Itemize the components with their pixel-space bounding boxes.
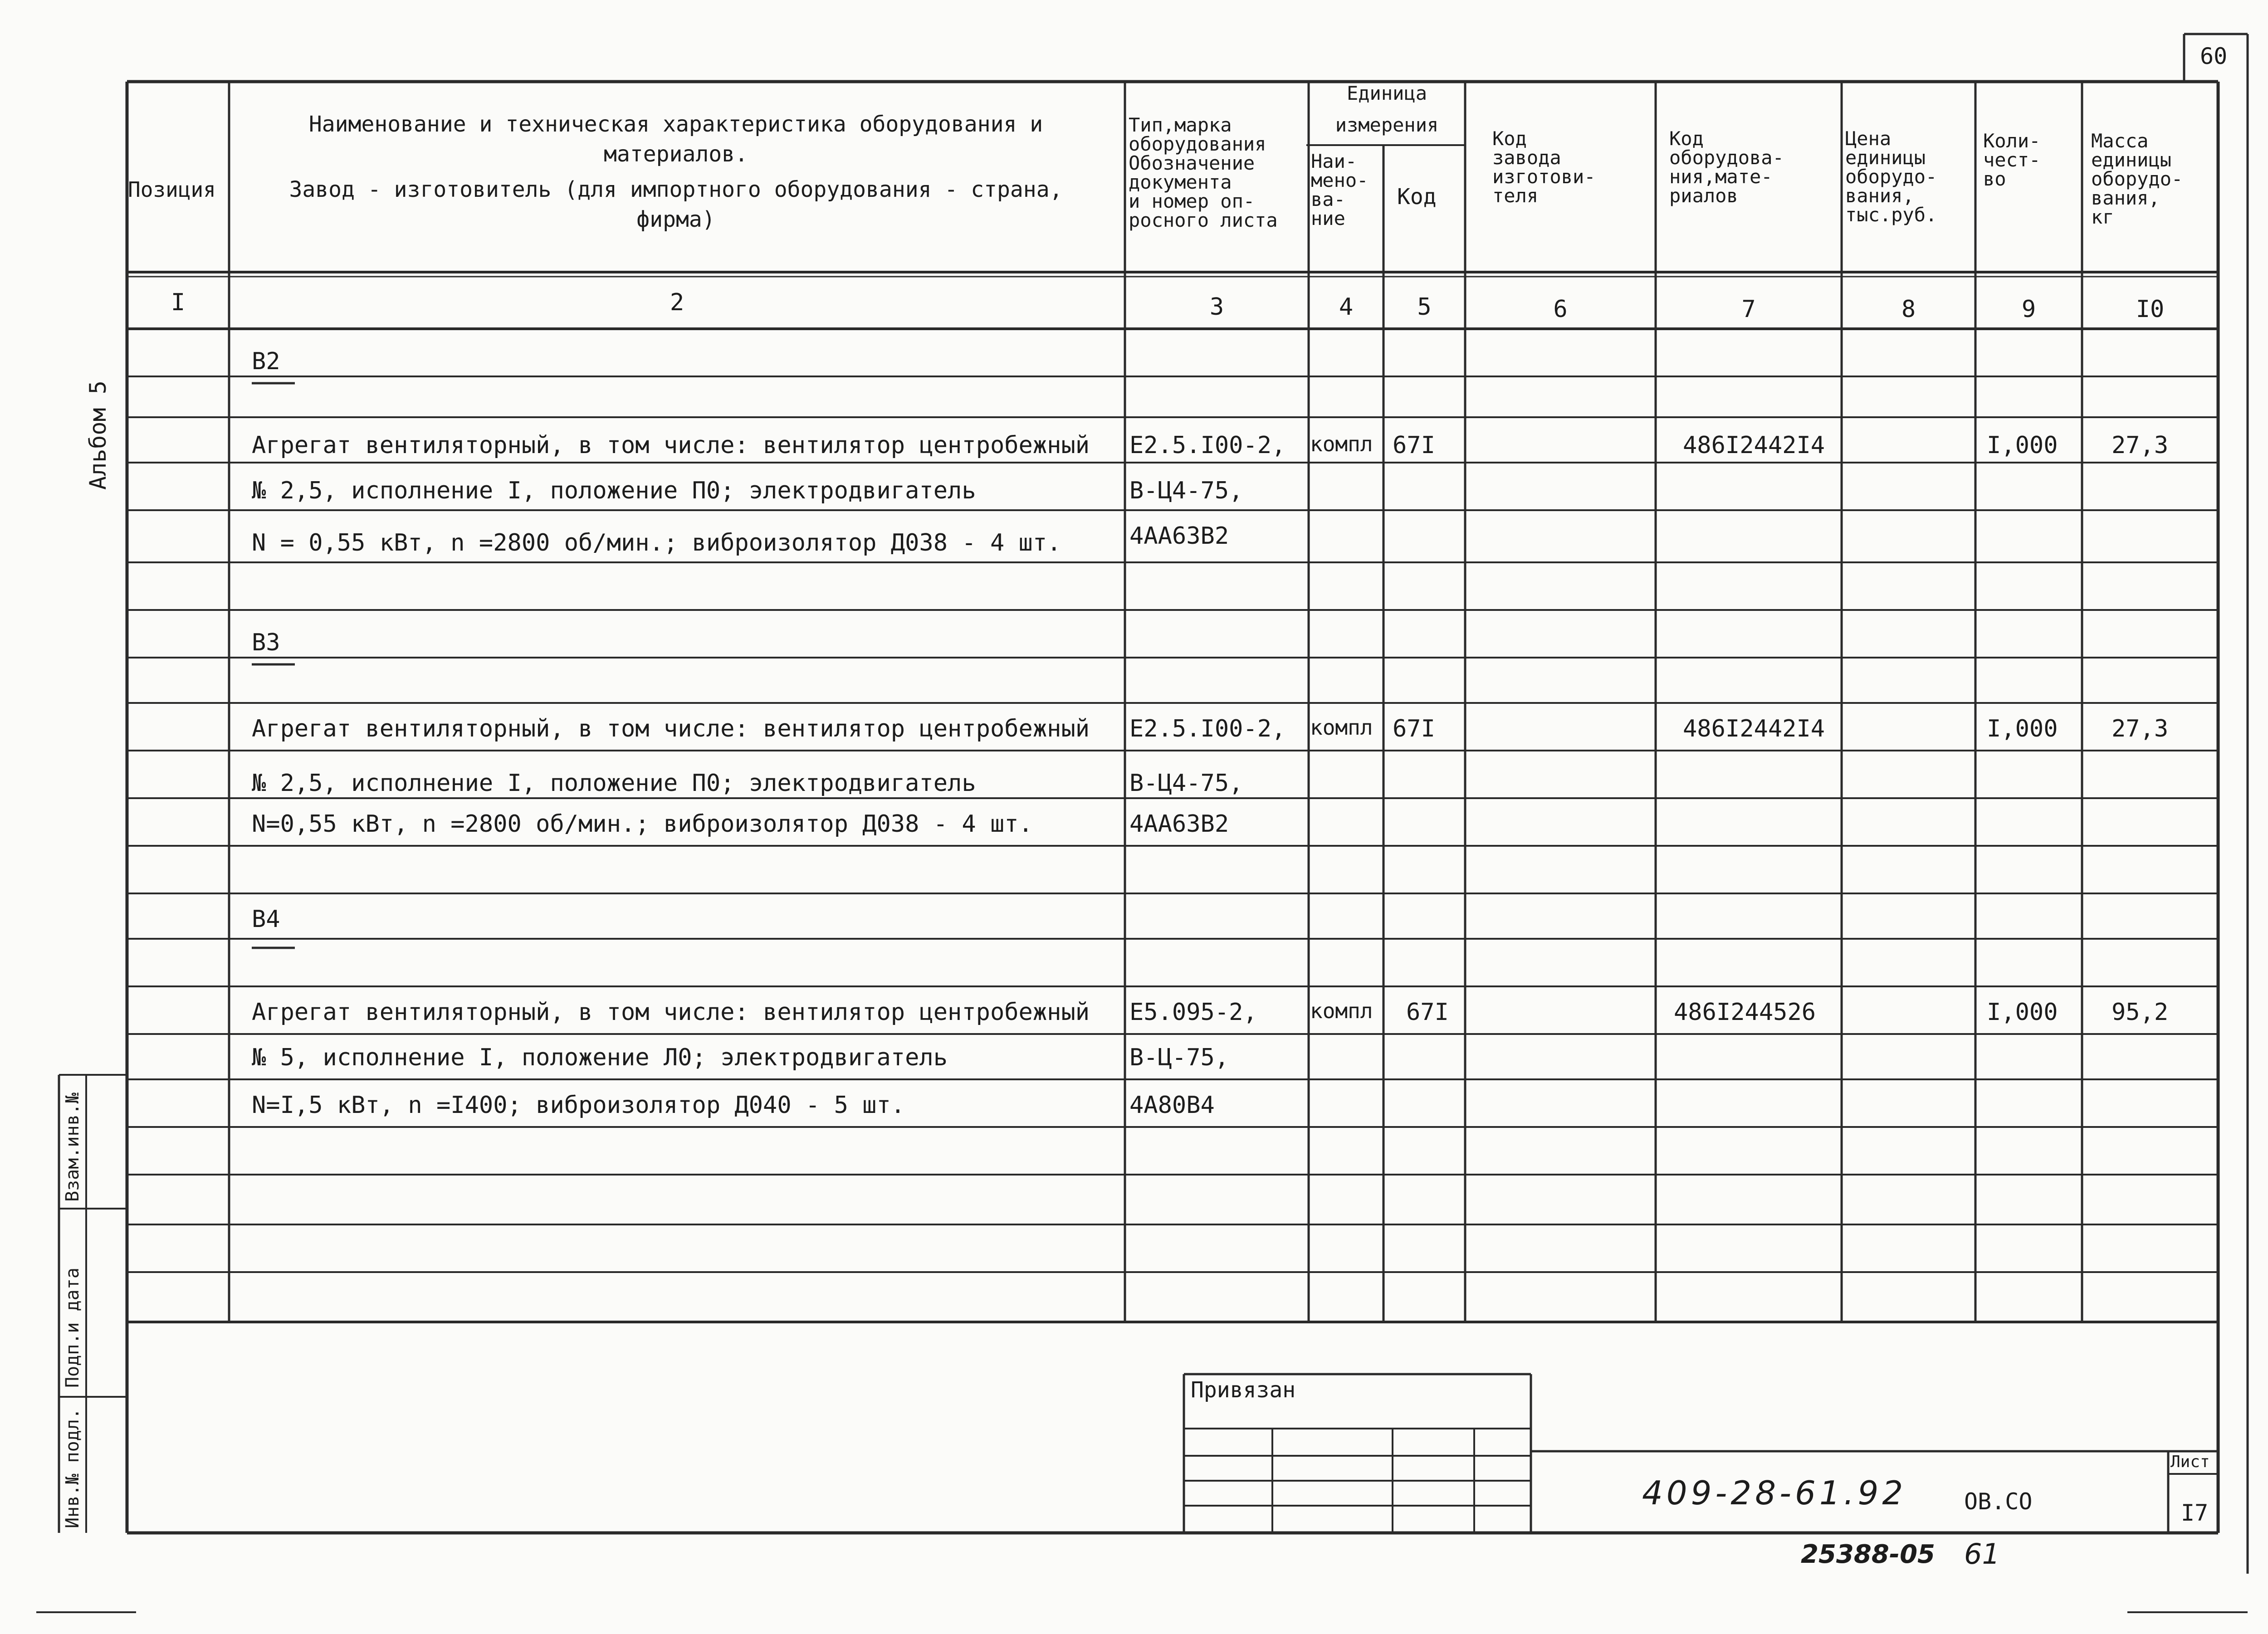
item-type-line: B-Ц-75, bbox=[1129, 1044, 1229, 1071]
header-price-line: оборудо- bbox=[1845, 166, 1937, 188]
item-type-line: E5.095-2, bbox=[1129, 999, 1257, 1026]
group-label: B4 bbox=[252, 906, 280, 933]
column-number: 2 bbox=[670, 289, 684, 316]
side-label-replace-inv: Взам.инв.№ bbox=[62, 1093, 83, 1202]
header-unit-name-line: мено- bbox=[1311, 169, 1369, 191]
header-equipment-code-line: риалов bbox=[1669, 185, 1738, 207]
header-mass bbox=[2091, 132, 2183, 227]
header-type-line: оборудования bbox=[1129, 133, 1266, 155]
item-equipment-code: 486I244526 bbox=[1674, 999, 1816, 1026]
item-type-line: E2.5.I00-2, bbox=[1129, 715, 1286, 742]
header-price-line: единицы bbox=[1845, 146, 1926, 169]
page-number: 60 bbox=[2200, 43, 2228, 69]
item-type-line: 4AA63B2 bbox=[1129, 810, 1229, 838]
column-number: 9 bbox=[2021, 296, 2036, 323]
item-unit: компл bbox=[1310, 999, 1373, 1023]
header-unit-title-line: измерения bbox=[1335, 114, 1439, 136]
header-name-line: материалов. bbox=[604, 141, 748, 167]
side-label-sign-date: Подп.и дата bbox=[62, 1268, 83, 1388]
header-mass-line: Масса bbox=[2091, 130, 2149, 152]
item-equipment-code: 486I2442I4 bbox=[1683, 432, 1825, 459]
header-mass-line: вания, bbox=[2091, 187, 2160, 209]
header-equipment-code-line: оборудова- bbox=[1669, 146, 1784, 169]
column-number: 6 bbox=[1553, 296, 1568, 323]
header-mass-line: кг bbox=[2091, 206, 2114, 228]
column-number: 3 bbox=[1209, 293, 1224, 321]
item-quantity: I,000 bbox=[1987, 999, 2058, 1026]
document-number: 409-28-61.92 bbox=[1642, 1474, 1907, 1512]
item-mass: 95,2 bbox=[2112, 999, 2169, 1026]
header-type-line: документа bbox=[1129, 171, 1232, 193]
item-unit-code: 67I bbox=[1406, 999, 1449, 1026]
column-number: 8 bbox=[1901, 296, 1916, 323]
header-price-line: Цена bbox=[1845, 127, 1892, 150]
header-mass-line: единицы bbox=[2091, 149, 2172, 171]
header-quantity-line: чест- bbox=[1983, 149, 2041, 171]
header-position: Позиция bbox=[128, 177, 216, 202]
item-unit-code: 67I bbox=[1393, 432, 1435, 459]
header-factory-code-line: изготови- bbox=[1492, 166, 1596, 188]
header-equipment-code-line: ния,мате- bbox=[1669, 166, 1773, 188]
item-type-line: B-Ц4-75, bbox=[1129, 770, 1243, 797]
item-mass: 27,3 bbox=[2112, 715, 2169, 742]
header-quantity-line: во bbox=[1983, 168, 2006, 190]
column-number: 4 bbox=[1339, 293, 1354, 321]
attached-label: Привязан bbox=[1191, 1377, 1296, 1403]
column-number: I0 bbox=[2136, 296, 2165, 323]
header-unit-name-line: Наи- bbox=[1311, 150, 1357, 172]
header-type-line: Тип,марка bbox=[1129, 114, 1232, 136]
header-quantity bbox=[1983, 132, 2040, 189]
item-description-line: Агрегат вентиляторный, в том числе: вентилятор центробежный bbox=[252, 432, 1090, 459]
item-equipment-code: 486I2442I4 bbox=[1683, 715, 1825, 742]
header-unit-code: Код bbox=[1397, 184, 1437, 210]
document-suffix: ОВ.СО bbox=[1964, 1488, 2033, 1515]
header-factory-code bbox=[1492, 129, 1596, 205]
header-unit-name bbox=[1311, 152, 1368, 228]
header-factory-code-line: теля bbox=[1492, 185, 1539, 207]
header-type-line: и номер оп- bbox=[1129, 190, 1255, 212]
item-description-line: № 2,5, исполнение I, положение П0; электродвигатель bbox=[252, 477, 976, 504]
header-name bbox=[236, 113, 1116, 230]
header-equipment-code-line: Код bbox=[1669, 127, 1704, 150]
item-unit: компл bbox=[1310, 715, 1373, 740]
item-quantity: I,000 bbox=[1987, 715, 2058, 742]
archive-page: 61 bbox=[1964, 1537, 2000, 1571]
header-price-line: тыс.руб. bbox=[1845, 204, 1937, 226]
header-factory-code-line: Код bbox=[1492, 127, 1527, 150]
item-mass: 27,3 bbox=[2112, 432, 2169, 459]
header-name-line: Наименование и техническая характеристика оборудования и bbox=[308, 112, 1043, 137]
header-type-line: росного листа bbox=[1129, 209, 1278, 231]
item-type-line: 4A80B4 bbox=[1129, 1092, 1215, 1119]
group-label: B2 bbox=[252, 348, 280, 375]
header-equipment-code bbox=[1669, 129, 1784, 205]
header-type bbox=[1129, 116, 1278, 230]
side-label-inv-original: Инв.№ подл. bbox=[62, 1408, 83, 1528]
header-type-line: Обозначение bbox=[1129, 152, 1255, 174]
header-name-line: фирма) bbox=[636, 207, 715, 232]
column-number: I bbox=[171, 289, 186, 316]
item-type-line: E2.5.I00-2, bbox=[1129, 432, 1286, 459]
sheet-number: I7 bbox=[2181, 1500, 2209, 1526]
header-unit-name-line: ва- bbox=[1311, 188, 1345, 210]
column-number: 7 bbox=[1741, 296, 1756, 323]
item-description-line: N=I,5 кВт, n =I400; виброизолятор Д040 - 5 шт. bbox=[252, 1092, 905, 1119]
header-unit-title-line: Единица bbox=[1346, 82, 1427, 104]
sheet-label: Лист bbox=[2170, 1453, 2210, 1471]
column-number: 5 bbox=[1417, 293, 1432, 321]
item-unit-code: 67I bbox=[1393, 715, 1435, 742]
header-quantity-line: Коли- bbox=[1983, 130, 2041, 152]
item-description-line: Агрегат вентиляторный, в том числе: вентилятор центробежный bbox=[252, 999, 1090, 1026]
item-description-line: N=0,55 кВт, n =2800 об/мин.; виброизолятор Д038 - 4 шт. bbox=[252, 810, 1033, 838]
header-price bbox=[1845, 129, 1937, 224]
archive-number: 25388-05 bbox=[1801, 1540, 1935, 1569]
item-description-line: N = 0,55 кВт, n =2800 об/мин.; виброизолятор Д038 - 4 шт. bbox=[252, 529, 1061, 556]
item-quantity: I,000 bbox=[1987, 432, 2058, 459]
header-name-line: Завод - изготовитель (для импортного оборудования - страна, bbox=[289, 177, 1063, 202]
item-unit: компл bbox=[1310, 432, 1373, 456]
album-label: Альбом 5 bbox=[85, 380, 111, 490]
header-factory-code-line: завода bbox=[1492, 146, 1561, 169]
header-unit-title bbox=[1309, 84, 1465, 135]
header-price-line: вания, bbox=[1845, 185, 1914, 207]
header-unit-name-line: ние bbox=[1311, 207, 1345, 229]
group-label: B3 bbox=[252, 629, 280, 656]
item-type-line: 4AA63B2 bbox=[1129, 522, 1229, 550]
item-description-line: Агрегат вентиляторный, в том числе: вентилятор центробежный bbox=[252, 715, 1090, 742]
item-description-line: № 5, исполнение I, положение Л0; электродвигатель bbox=[252, 1044, 948, 1071]
item-description-line: № 2,5, исполнение I, положение П0; электродвигатель bbox=[252, 770, 976, 797]
header-mass-line: оборудо- bbox=[2091, 168, 2183, 190]
item-type-line: B-Ц4-75, bbox=[1129, 477, 1243, 504]
